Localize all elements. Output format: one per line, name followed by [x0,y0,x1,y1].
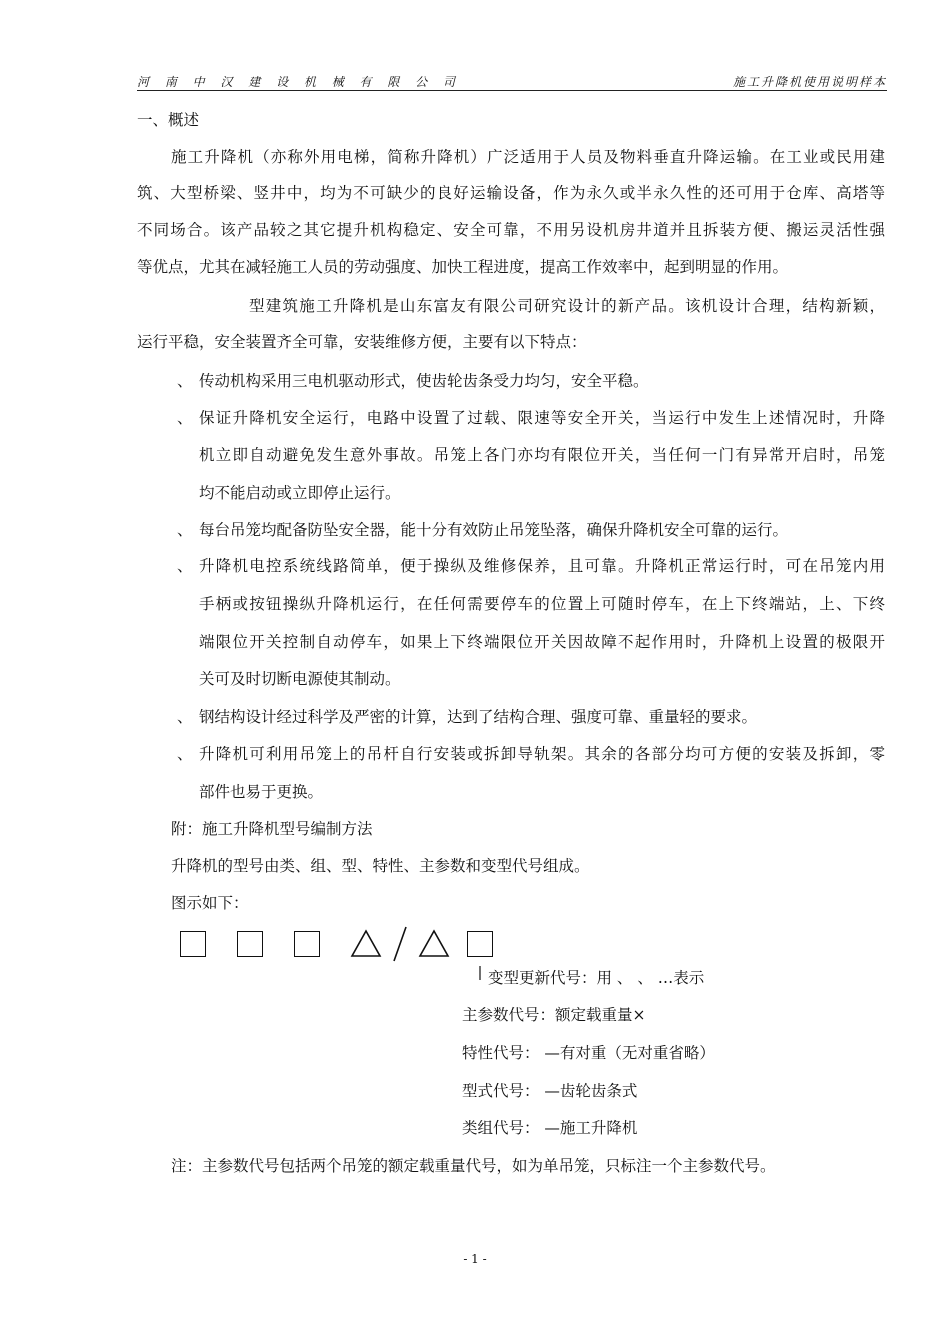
feature-2-line-3: 均不能启动或立即停止运行。 [199,484,401,502]
feature-marker: 、 [177,557,193,575]
intro-line-3: 不同场合。该产品较之其它提升机构稳定、安全可靠，不用另设机房井道并且拆装方便、搬运灵活性强 [137,221,885,239]
page-number: - 1 - [463,1252,487,1266]
legend-type-code: 型式代号： —齿轮齿条式 [462,1082,638,1100]
triangle-icon [418,929,450,959]
code-box-4 [467,931,493,957]
intro-line-1: 施工升降机（亦称外用电梯，简称升降机）广泛适用于人员及物料垂直升降运输。在工业或民用建 [171,148,885,166]
legend-variant-code: 变型更新代号：用 、 、 …表示 [488,969,705,987]
company-name: 河 南 中 汉 建 设 机 械 有 限 公 司 [137,75,461,89]
intro-line-2: 筑、大型桥梁、竖井中，均为不可缺少的良好运输设备，作为永久或半永久性的还可用于仓库、高塔等 [137,184,885,202]
feature-marker: 、 [177,372,193,390]
feature-marker: 、 [177,521,193,539]
connector-line [478,966,482,980]
legend-feature-code: 特性代号： —有对重（无对重省略） [462,1044,715,1062]
feature-4-line-1: 升降机电控系统线路简单，便于操纵及维修保养，且可靠。升降机正常运行时，可在吊笼内用 [199,557,885,575]
model-intro-line-1: 型建筑施工升降机是山东富友有限公司研究设计的新产品。该机设计合理，结构新颖， [249,297,885,315]
page-header [137,72,887,91]
model-intro-line-2: 运行平稳，安全装置齐全可靠，安装维修方便，主要有以下特点： [137,333,587,351]
feature-2-line-1: 保证升降机安全运行，电路中设置了过载、限速等安全开关，当运行中发生上述情况时，升降 [199,409,885,427]
code-box-2 [237,931,263,957]
intro-line-4: 等优点，尤其在减轻施工人员的劳动强度、加快工程进度，提高工作效率中，起到明显的作用。 [137,258,789,276]
diagram-caption: 图示如下： [171,894,249,912]
triangle-icon [350,929,382,959]
section-title: 一、概述 [137,111,200,129]
code-box-1 [180,931,206,957]
feature-4-line-3: 端限位开关控制自动停车，如果上下终端限位开关因故障不起作用时，升降机上设置的极限开 [199,633,885,651]
slash-separator [392,925,408,963]
feature-3-line-1: 每台吊笼均配备防坠安全器，能十分有效防止吊笼坠落，确保升降机安全可靠的运行。 [199,521,789,539]
code-box-3 [294,931,320,957]
appendix-description: 升降机的型号由类、组、型、特性、主参数和变型代号组成。 [171,857,590,875]
legend-class-code: 类组代号： —施工升降机 [462,1119,638,1137]
feature-marker: 、 [177,708,193,726]
document-title: 施工升降机使用说明样本 [732,75,887,89]
feature-marker: 、 [177,409,193,427]
feature-5-line-1: 钢结构设计经过科学及严密的计算，达到了结构合理、强度可靠、重量轻的要求。 [199,708,758,726]
feature-1-line-1: 传动机构采用三电机驱动形式，使齿轮齿条受力均匀，安全平稳。 [199,372,649,390]
appendix-title: 附：施工升降机型号编制方法 [171,820,373,838]
legend-main-param: 主参数代号：额定载重量× [462,1006,646,1024]
feature-4-line-4: 关可及时切断电源使其制动。 [199,670,401,688]
feature-6-line-1: 升降机可利用吊笼上的吊杆自行安装或拆卸导轨架。其余的各部分均可方便的安装及拆卸，零 [199,745,885,763]
feature-6-line-2: 部件也易于更换。 [199,783,324,801]
feature-4-line-2: 手柄或按钮操纵升降机运行，在任何需要停车的位置上可随时停车，在上下终端站，上、下终 [199,595,885,613]
note: 注：主参数代号包括两个吊笼的额定载重量代号，如为单吊笼，只标注一个主参数代号。 [171,1157,776,1175]
feature-2-line-2: 机立即自动避免发生意外事故。吊笼上各门亦均有限位开关，当任何一门有异常开启时，吊笼 [199,446,885,464]
feature-marker: 、 [177,745,193,763]
